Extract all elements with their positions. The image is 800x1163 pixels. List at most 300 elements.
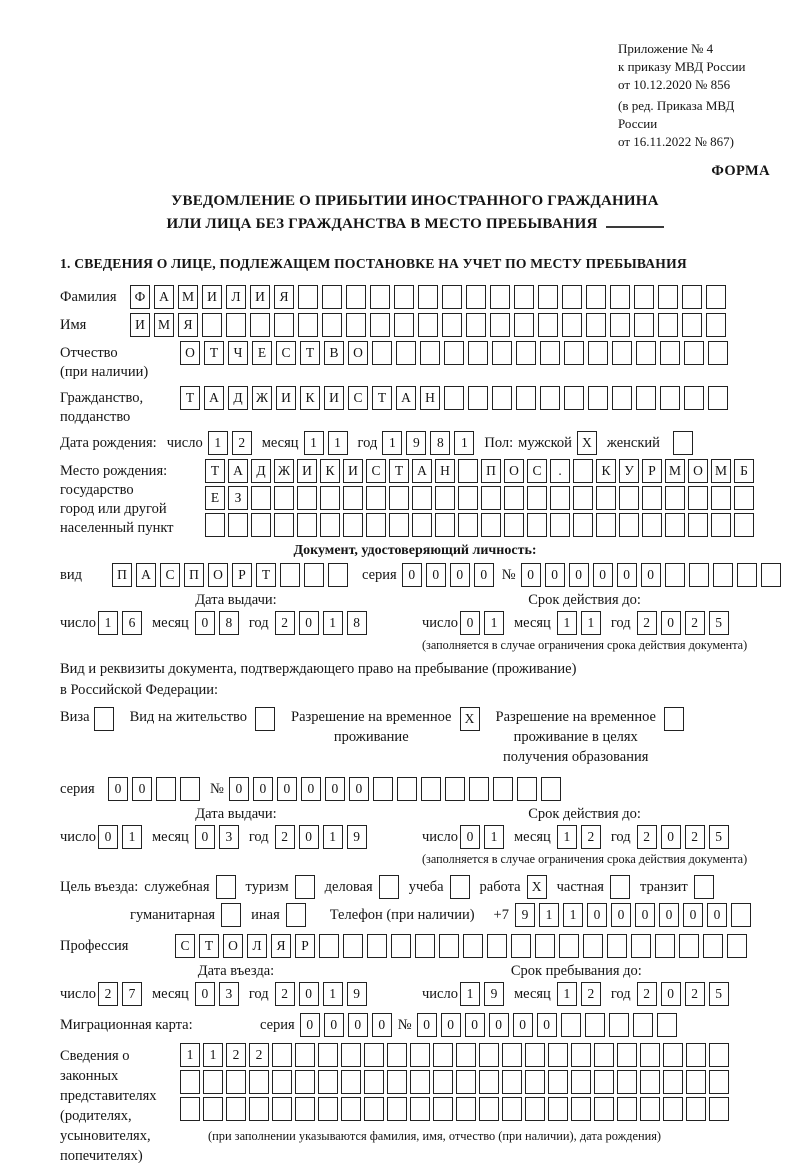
- char-box[interactable]: [596, 486, 616, 510]
- char-box[interactable]: 2: [226, 1043, 246, 1067]
- char-box[interactable]: [295, 1043, 315, 1067]
- char-box[interactable]: [658, 285, 678, 309]
- char-box[interactable]: [634, 285, 654, 309]
- char-box[interactable]: [180, 1070, 200, 1094]
- char-box[interactable]: [391, 934, 411, 958]
- char-box[interactable]: [636, 341, 656, 365]
- char-box[interactable]: В: [324, 341, 344, 365]
- char-box[interactable]: [573, 459, 593, 483]
- char-box[interactable]: [709, 1043, 729, 1067]
- char-box[interactable]: [561, 1013, 581, 1037]
- char-box[interactable]: [274, 313, 294, 337]
- char-box[interactable]: 0: [545, 563, 565, 587]
- char-box[interactable]: О: [688, 459, 708, 483]
- char-box[interactable]: [205, 513, 225, 537]
- char-box[interactable]: [517, 777, 537, 801]
- char-box[interactable]: 0: [617, 563, 637, 587]
- char-box[interactable]: 2: [685, 611, 705, 635]
- char-box[interactable]: [445, 777, 465, 801]
- char-box[interactable]: 8: [347, 611, 367, 635]
- char-box[interactable]: [319, 934, 339, 958]
- char-box[interactable]: 0: [98, 825, 118, 849]
- char-box[interactable]: 0: [299, 825, 319, 849]
- char-box[interactable]: [367, 934, 387, 958]
- char-box[interactable]: [686, 1043, 706, 1067]
- char-box[interactable]: [504, 513, 524, 537]
- char-box[interactable]: 2: [637, 825, 657, 849]
- char-box[interactable]: [297, 513, 317, 537]
- char-box[interactable]: [320, 513, 340, 537]
- char-box[interactable]: [706, 285, 726, 309]
- char-box[interactable]: А: [154, 285, 174, 309]
- char-box[interactable]: [538, 313, 558, 337]
- char-box[interactable]: [255, 707, 275, 731]
- char-box[interactable]: [688, 513, 708, 537]
- char-box[interactable]: 1: [557, 825, 577, 849]
- char-box[interactable]: [435, 513, 455, 537]
- char-box[interactable]: 0: [661, 982, 681, 1006]
- char-box[interactable]: [538, 285, 558, 309]
- char-box[interactable]: [295, 875, 315, 899]
- char-box[interactable]: 0: [683, 903, 703, 927]
- char-box[interactable]: [318, 1097, 338, 1121]
- char-box[interactable]: [202, 313, 222, 337]
- char-box[interactable]: 0: [253, 777, 273, 801]
- char-box[interactable]: Л: [247, 934, 267, 958]
- char-box[interactable]: [617, 1070, 637, 1094]
- char-box[interactable]: У: [619, 459, 639, 483]
- char-box[interactable]: [410, 1097, 430, 1121]
- char-box[interactable]: Р: [232, 563, 252, 587]
- char-box[interactable]: [665, 486, 685, 510]
- char-box[interactable]: [594, 1070, 614, 1094]
- char-box[interactable]: [481, 513, 501, 537]
- char-box[interactable]: [272, 1097, 292, 1121]
- char-box[interactable]: [703, 934, 723, 958]
- char-box[interactable]: Т: [300, 341, 320, 365]
- char-box[interactable]: [640, 1043, 660, 1067]
- char-box[interactable]: 0: [513, 1013, 533, 1037]
- char-box[interactable]: [610, 875, 630, 899]
- char-box[interactable]: [664, 707, 684, 731]
- char-box[interactable]: 0: [108, 777, 128, 801]
- char-box[interactable]: [658, 313, 678, 337]
- char-box[interactable]: [387, 1070, 407, 1094]
- char-box[interactable]: [295, 1070, 315, 1094]
- char-box[interactable]: 0: [426, 563, 446, 587]
- char-box[interactable]: [444, 386, 464, 410]
- char-box[interactable]: [366, 486, 386, 510]
- char-box[interactable]: Т: [389, 459, 409, 483]
- char-box[interactable]: [573, 486, 593, 510]
- char-box[interactable]: 0: [460, 825, 480, 849]
- char-box[interactable]: [541, 777, 561, 801]
- char-box[interactable]: Я: [274, 285, 294, 309]
- char-box[interactable]: [387, 1097, 407, 1121]
- char-box[interactable]: М: [154, 313, 174, 337]
- char-box[interactable]: Е: [252, 341, 272, 365]
- char-box[interactable]: К: [596, 459, 616, 483]
- char-box[interactable]: Ж: [252, 386, 272, 410]
- char-box[interactable]: 0: [661, 611, 681, 635]
- char-box[interactable]: [688, 486, 708, 510]
- char-box[interactable]: X: [577, 431, 597, 455]
- char-box[interactable]: 5: [709, 982, 729, 1006]
- char-box[interactable]: 0: [348, 1013, 368, 1037]
- char-box[interactable]: [341, 1043, 361, 1067]
- char-box[interactable]: [631, 934, 651, 958]
- char-box[interactable]: 3: [219, 982, 239, 1006]
- char-box[interactable]: [372, 341, 392, 365]
- char-box[interactable]: [663, 1043, 683, 1067]
- char-box[interactable]: [708, 386, 728, 410]
- char-box[interactable]: П: [184, 563, 204, 587]
- char-box[interactable]: 0: [569, 563, 589, 587]
- char-box[interactable]: 7: [122, 982, 142, 1006]
- char-box[interactable]: 0: [521, 563, 541, 587]
- char-box[interactable]: 9: [347, 982, 367, 1006]
- char-box[interactable]: 0: [707, 903, 727, 927]
- char-box[interactable]: 5: [709, 611, 729, 635]
- char-box[interactable]: Р: [295, 934, 315, 958]
- char-box[interactable]: 0: [402, 563, 422, 587]
- char-box[interactable]: [421, 777, 441, 801]
- char-box[interactable]: С: [160, 563, 180, 587]
- char-box[interactable]: [502, 1097, 522, 1121]
- char-box[interactable]: [418, 285, 438, 309]
- char-box[interactable]: [396, 341, 416, 365]
- char-box[interactable]: [343, 486, 363, 510]
- char-box[interactable]: 0: [299, 982, 319, 1006]
- char-box[interactable]: [731, 903, 751, 927]
- char-box[interactable]: [379, 875, 399, 899]
- char-box[interactable]: [373, 777, 393, 801]
- char-box[interactable]: 1: [98, 611, 118, 635]
- char-box[interactable]: 1: [122, 825, 142, 849]
- char-box[interactable]: [550, 513, 570, 537]
- char-box[interactable]: [297, 486, 317, 510]
- char-box[interactable]: 0: [460, 611, 480, 635]
- char-box[interactable]: С: [527, 459, 547, 483]
- char-box[interactable]: [272, 1043, 292, 1067]
- char-box[interactable]: И: [324, 386, 344, 410]
- char-box[interactable]: [412, 513, 432, 537]
- char-box[interactable]: М: [665, 459, 685, 483]
- char-box[interactable]: [737, 563, 757, 587]
- char-box[interactable]: [322, 285, 342, 309]
- char-box[interactable]: [493, 777, 513, 801]
- char-box[interactable]: Б: [734, 459, 754, 483]
- char-box[interactable]: [468, 341, 488, 365]
- char-box[interactable]: [249, 1097, 269, 1121]
- char-box[interactable]: [487, 934, 507, 958]
- char-box[interactable]: [221, 903, 241, 927]
- char-box[interactable]: [450, 875, 470, 899]
- char-box[interactable]: [463, 934, 483, 958]
- char-box[interactable]: [514, 285, 534, 309]
- char-box[interactable]: [689, 563, 709, 587]
- char-box[interactable]: 2: [637, 611, 657, 635]
- char-box[interactable]: [511, 934, 531, 958]
- char-box[interactable]: 0: [195, 611, 215, 635]
- char-box[interactable]: 0: [537, 1013, 557, 1037]
- char-box[interactable]: [410, 1070, 430, 1094]
- char-box[interactable]: 1: [484, 611, 504, 635]
- char-box[interactable]: [366, 513, 386, 537]
- char-box[interactable]: [634, 313, 654, 337]
- char-box[interactable]: [711, 513, 731, 537]
- char-box[interactable]: [251, 513, 271, 537]
- char-box[interactable]: [228, 513, 248, 537]
- char-box[interactable]: [535, 934, 555, 958]
- char-box[interactable]: Т: [199, 934, 219, 958]
- char-box[interactable]: 1: [557, 611, 577, 635]
- char-box[interactable]: 1: [208, 431, 228, 455]
- char-box[interactable]: [562, 313, 582, 337]
- char-box[interactable]: П: [112, 563, 132, 587]
- char-box[interactable]: 1: [563, 903, 583, 927]
- char-box[interactable]: 9: [406, 431, 426, 455]
- char-box[interactable]: Ф: [130, 285, 150, 309]
- char-box[interactable]: [456, 1097, 476, 1121]
- char-box[interactable]: [682, 313, 702, 337]
- char-box[interactable]: [673, 431, 693, 455]
- char-box[interactable]: [490, 313, 510, 337]
- char-box[interactable]: [640, 1070, 660, 1094]
- char-box[interactable]: [490, 285, 510, 309]
- char-box[interactable]: [686, 1097, 706, 1121]
- char-box[interactable]: И: [202, 285, 222, 309]
- char-box[interactable]: [226, 313, 246, 337]
- char-box[interactable]: [655, 934, 675, 958]
- char-box[interactable]: Ч: [228, 341, 248, 365]
- char-box[interactable]: [318, 1070, 338, 1094]
- char-box[interactable]: [439, 934, 459, 958]
- char-box[interactable]: [466, 313, 486, 337]
- char-box[interactable]: [203, 1070, 223, 1094]
- char-box[interactable]: [660, 341, 680, 365]
- char-box[interactable]: А: [204, 386, 224, 410]
- char-box[interactable]: [286, 903, 306, 927]
- char-box[interactable]: .: [550, 459, 570, 483]
- char-box[interactable]: [713, 563, 733, 587]
- char-box[interactable]: Р: [642, 459, 662, 483]
- char-box[interactable]: [682, 285, 702, 309]
- char-box[interactable]: [642, 486, 662, 510]
- char-box[interactable]: [525, 1043, 545, 1067]
- char-box[interactable]: И: [130, 313, 150, 337]
- char-box[interactable]: 0: [450, 563, 470, 587]
- char-box[interactable]: [708, 341, 728, 365]
- char-box[interactable]: 6: [122, 611, 142, 635]
- char-box[interactable]: [660, 386, 680, 410]
- char-box[interactable]: 9: [347, 825, 367, 849]
- char-box[interactable]: [663, 1097, 683, 1121]
- char-box[interactable]: [694, 875, 714, 899]
- char-box[interactable]: 1: [581, 611, 601, 635]
- char-box[interactable]: Т: [180, 386, 200, 410]
- char-box[interactable]: [540, 341, 560, 365]
- char-box[interactable]: 2: [581, 825, 601, 849]
- char-box[interactable]: [709, 1070, 729, 1094]
- char-box[interactable]: 0: [301, 777, 321, 801]
- char-box[interactable]: [586, 285, 606, 309]
- char-box[interactable]: [328, 563, 348, 587]
- char-box[interactable]: [442, 313, 462, 337]
- char-box[interactable]: С: [348, 386, 368, 410]
- char-box[interactable]: А: [396, 386, 416, 410]
- char-box[interactable]: [562, 285, 582, 309]
- char-box[interactable]: [502, 1043, 522, 1067]
- char-box[interactable]: 0: [661, 825, 681, 849]
- char-box[interactable]: 1: [180, 1043, 200, 1067]
- char-box[interactable]: Т: [205, 459, 225, 483]
- char-box[interactable]: 0: [635, 903, 655, 927]
- char-box[interactable]: X: [460, 707, 480, 731]
- char-box[interactable]: [594, 1097, 614, 1121]
- char-box[interactable]: С: [276, 341, 296, 365]
- char-box[interactable]: [571, 1070, 591, 1094]
- char-box[interactable]: [469, 777, 489, 801]
- char-box[interactable]: [657, 1013, 677, 1037]
- char-box[interactable]: 2: [275, 982, 295, 1006]
- char-box[interactable]: [619, 486, 639, 510]
- char-box[interactable]: [761, 563, 781, 587]
- char-box[interactable]: [573, 513, 593, 537]
- char-box[interactable]: [548, 1043, 568, 1067]
- char-box[interactable]: [250, 313, 270, 337]
- char-box[interactable]: 0: [195, 982, 215, 1006]
- char-box[interactable]: [706, 313, 726, 337]
- char-box[interactable]: [420, 341, 440, 365]
- char-box[interactable]: 2: [275, 825, 295, 849]
- char-box[interactable]: 9: [484, 982, 504, 1006]
- char-box[interactable]: [585, 1013, 605, 1037]
- char-box[interactable]: [514, 313, 534, 337]
- char-box[interactable]: 2: [232, 431, 252, 455]
- char-box[interactable]: [610, 285, 630, 309]
- char-box[interactable]: [389, 513, 409, 537]
- char-box[interactable]: Т: [372, 386, 392, 410]
- char-box[interactable]: [433, 1070, 453, 1094]
- char-box[interactable]: 2: [581, 982, 601, 1006]
- char-box[interactable]: Ж: [274, 459, 294, 483]
- char-box[interactable]: [636, 386, 656, 410]
- char-box[interactable]: О: [223, 934, 243, 958]
- char-box[interactable]: [540, 386, 560, 410]
- char-box[interactable]: [548, 1070, 568, 1094]
- char-box[interactable]: 2: [637, 982, 657, 1006]
- char-box[interactable]: К: [300, 386, 320, 410]
- char-box[interactable]: 0: [277, 777, 297, 801]
- char-box[interactable]: [525, 1070, 545, 1094]
- char-box[interactable]: [346, 313, 366, 337]
- char-box[interactable]: [456, 1043, 476, 1067]
- char-box[interactable]: Л: [226, 285, 246, 309]
- char-box[interactable]: 0: [324, 1013, 344, 1037]
- char-box[interactable]: [415, 934, 435, 958]
- char-box[interactable]: [492, 386, 512, 410]
- char-box[interactable]: [280, 563, 300, 587]
- char-box[interactable]: Т: [256, 563, 276, 587]
- char-box[interactable]: [370, 285, 390, 309]
- char-box[interactable]: 1: [304, 431, 324, 455]
- char-box[interactable]: [397, 777, 417, 801]
- char-box[interactable]: [442, 285, 462, 309]
- char-box[interactable]: 0: [611, 903, 631, 927]
- char-box[interactable]: [679, 934, 699, 958]
- char-box[interactable]: 1: [203, 1043, 223, 1067]
- char-box[interactable]: [458, 459, 478, 483]
- char-box[interactable]: 1: [460, 982, 480, 1006]
- char-box[interactable]: 8: [430, 431, 450, 455]
- char-box[interactable]: [318, 1043, 338, 1067]
- char-box[interactable]: [610, 313, 630, 337]
- char-box[interactable]: [633, 1013, 653, 1037]
- char-box[interactable]: [612, 341, 632, 365]
- char-box[interactable]: [617, 1043, 637, 1067]
- char-box[interactable]: [180, 777, 200, 801]
- char-box[interactable]: А: [136, 563, 156, 587]
- char-box[interactable]: П: [481, 459, 501, 483]
- char-box[interactable]: [180, 1097, 200, 1121]
- char-box[interactable]: С: [175, 934, 195, 958]
- char-box[interactable]: 0: [349, 777, 369, 801]
- char-box[interactable]: [612, 386, 632, 410]
- char-box[interactable]: [734, 513, 754, 537]
- char-box[interactable]: 0: [299, 611, 319, 635]
- char-box[interactable]: [686, 1070, 706, 1094]
- char-box[interactable]: 1: [539, 903, 559, 927]
- char-box[interactable]: [564, 341, 584, 365]
- char-box[interactable]: [663, 1070, 683, 1094]
- char-box[interactable]: 0: [465, 1013, 485, 1037]
- char-box[interactable]: [586, 313, 606, 337]
- char-box[interactable]: [727, 934, 747, 958]
- char-box[interactable]: [364, 1043, 384, 1067]
- char-box[interactable]: [684, 341, 704, 365]
- char-box[interactable]: И: [297, 459, 317, 483]
- char-box[interactable]: З: [228, 486, 248, 510]
- char-box[interactable]: [394, 313, 414, 337]
- char-box[interactable]: М: [711, 459, 731, 483]
- char-box[interactable]: [571, 1043, 591, 1067]
- char-box[interactable]: 0: [417, 1013, 437, 1037]
- char-box[interactable]: [596, 513, 616, 537]
- char-box[interactable]: [468, 386, 488, 410]
- char-box[interactable]: [346, 285, 366, 309]
- char-box[interactable]: [272, 1070, 292, 1094]
- char-box[interactable]: 2: [685, 982, 705, 1006]
- char-box[interactable]: 0: [195, 825, 215, 849]
- char-box[interactable]: А: [228, 459, 248, 483]
- char-box[interactable]: [548, 1097, 568, 1121]
- char-box[interactable]: 0: [325, 777, 345, 801]
- char-box[interactable]: 1: [323, 611, 343, 635]
- char-box[interactable]: 0: [300, 1013, 320, 1037]
- char-box[interactable]: М: [178, 285, 198, 309]
- char-box[interactable]: 1: [328, 431, 348, 455]
- char-box[interactable]: [216, 875, 236, 899]
- char-box[interactable]: [583, 934, 603, 958]
- char-box[interactable]: [665, 563, 685, 587]
- char-box[interactable]: О: [504, 459, 524, 483]
- char-box[interactable]: [492, 341, 512, 365]
- char-box[interactable]: [435, 486, 455, 510]
- char-box[interactable]: [594, 1043, 614, 1067]
- char-box[interactable]: [709, 1097, 729, 1121]
- char-box[interactable]: [387, 1043, 407, 1067]
